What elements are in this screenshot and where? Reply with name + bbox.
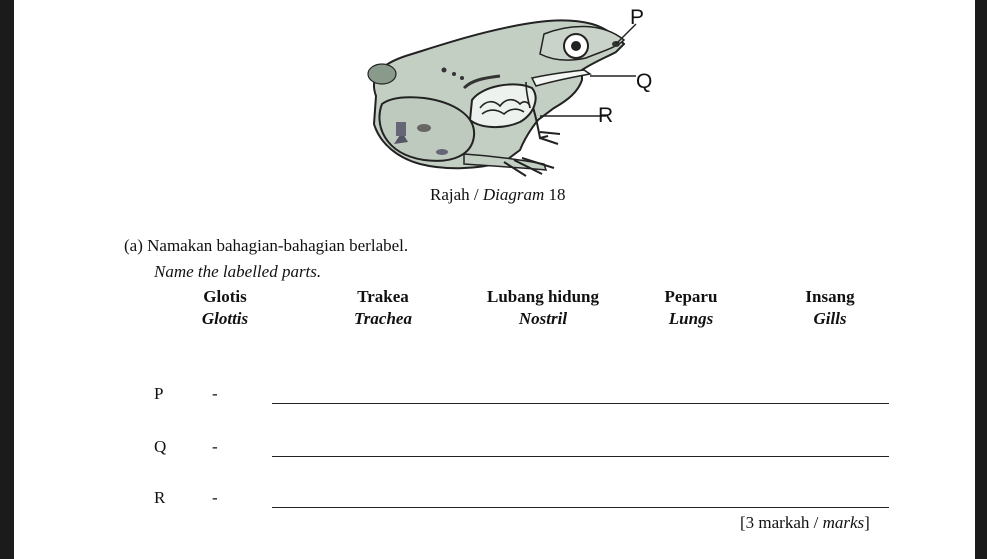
marks-allocation: [3 markah / marks] bbox=[740, 513, 870, 532]
option-lubang-hidung: Lubang hidung Nostril bbox=[487, 287, 599, 328]
answer-line-p[interactable] bbox=[272, 403, 889, 404]
answer-separator-p: - bbox=[212, 384, 218, 403]
answer-line-r[interactable] bbox=[272, 507, 889, 508]
answer-label-p: P bbox=[154, 384, 164, 403]
option-glotis: Glotis Glottis bbox=[201, 287, 249, 328]
answer-line-q[interactable] bbox=[272, 456, 889, 457]
label-p: P bbox=[630, 6, 645, 29]
label-r: R bbox=[598, 104, 614, 127]
answer-separator-r: - bbox=[212, 488, 218, 507]
frog-diagram bbox=[354, 4, 674, 184]
diagram-caption: Rajah / Diagram 18 bbox=[430, 185, 566, 204]
worksheet-page bbox=[14, 0, 975, 559]
question-text: (a) Namakan bahagian-bahagian berlabel. bbox=[124, 236, 409, 255]
option-peparu: Peparu Lungs bbox=[664, 287, 718, 328]
answer-label-q: Q bbox=[154, 437, 167, 456]
option-insang: Insang Gills bbox=[805, 287, 855, 328]
question-text-english: Name the labelled parts. bbox=[154, 262, 322, 281]
option-trakea: Trakea Trachea bbox=[354, 287, 412, 328]
answer-separator-q: - bbox=[212, 437, 218, 456]
answer-label-r: R bbox=[154, 488, 166, 507]
label-q: Q bbox=[636, 70, 653, 93]
